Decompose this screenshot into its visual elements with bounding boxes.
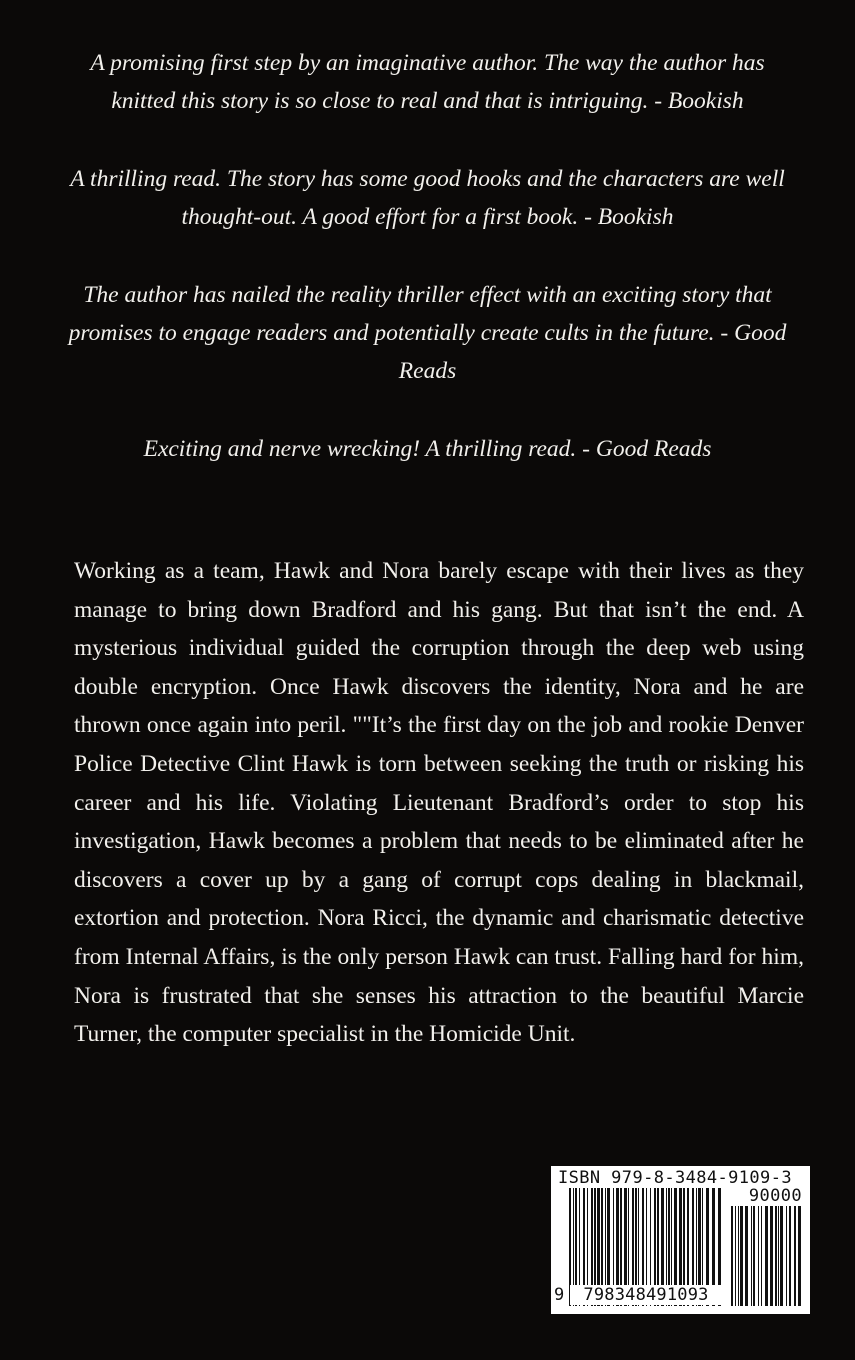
price-code: 90000 [748,1186,802,1206]
ean-lead-digit: 9 [554,1285,565,1305]
ean-digits: 798348491093 [570,1285,722,1305]
book-blurb: Working as a team, Hawk and Nora barely escape with their lives as they manage to bring down Bradford and his gang. But that isn’t the end. A mysterious individual guided the corruption through the deep web using double encryption. Once Hawk discovers the identity, Nora and he are thrown once again into peril. ""It’s the first day on the job and rookie Denver Police Detective Clint Hawk is torn between seeking the truth or risking his career and his life. Violating Lieutenant Bradford’s order to stop his investigation, Hawk becomes a problem that needs to be eliminated after he discovers a cover up by a gang of corrupt cops dealing in blackmail, extortion and protection. Nora Ricci, the dynamic and charismatic detective from Internal Affairs, is the only person Hawk can trust. Falling hard for him, Nora is frustrated that she senses his attraction to the beautiful Marcie Turner, the computer specialist in the Homicide Unit. [74,558,804,1048]
isbn-barcode [551,1166,810,1314]
reviews-section [60,44,795,508]
review-quote: A thrilling read. The story has some good hooks and the characters are well thought-out. A good effort for a first book. - Bookish [70,166,785,230]
isbn-label: ISBN 979-8-3484-9109-3 [558,1168,792,1188]
review-quote: A promising first step by an imaginative author. The way the author has knitted this story is so close to real and that is intriguing. - Bookish [90,50,765,114]
review-quote: Exciting and nerve wrecking! A thrilling read. - Good Reads [143,436,712,462]
review-quote: The author has nailed the reality thriller effect with an exciting story that promises to engage readers and potentially create cults in the future. - Good Reads [68,282,787,384]
